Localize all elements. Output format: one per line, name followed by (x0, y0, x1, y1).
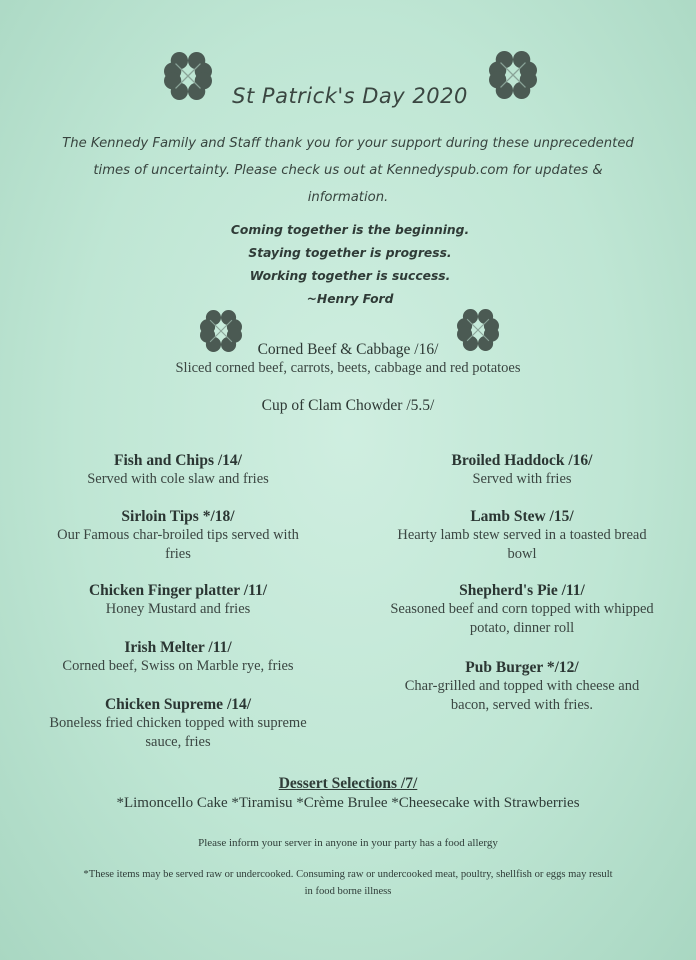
item-name: Shepherd's Pie /11/ (459, 582, 585, 599)
item-description: Corned beef, Swiss on Marble rye, fries (62, 658, 294, 674)
item-description: fries (165, 546, 191, 562)
featured-item (100, 340, 596, 378)
item-name: Corned Beef & Cabbage /16/ (257, 341, 439, 358)
item-description: Our Famous char-broiled tips served with (57, 527, 299, 543)
item-name: Chicken Finger platter /11/ (88, 582, 268, 599)
item-description: Served with cole slaw and fries (87, 471, 269, 487)
item-name: Chicken Supreme /14/ (104, 696, 252, 713)
item-name: Broiled Haddock /16/ (451, 452, 593, 469)
intro-line: information. (307, 190, 389, 205)
intro-line: times of uncertainty. Please check us out at Kennedyspub.com for updates & (93, 163, 603, 178)
item-description: bacon, served with fries. (450, 697, 594, 713)
quote-line: Working together is success. (249, 269, 451, 283)
item-name: Sirloin Tips */18/ (121, 508, 235, 525)
menu-item (18, 507, 338, 564)
allergy-note: Please inform your server in anyone in your party has a food allergy (198, 837, 498, 849)
dessert-list: *Limoncello Cake *Tiramisu *Crème Brulee *Cheesecake with Strawberries (116, 795, 580, 811)
item-description: Char-grilled and topped with cheese and (404, 678, 640, 694)
menu-item (18, 451, 338, 489)
dessert-heading: Dessert Selections /7/ (278, 775, 418, 792)
quote-line: Staying together is progress. (248, 246, 452, 260)
notice-line: in food borne illness (304, 886, 392, 897)
menu-item (362, 658, 682, 715)
menu-item (362, 581, 682, 638)
item-description: Honey Mustard and fries (105, 601, 251, 617)
item-name: Fish and Chips /14/ (114, 452, 242, 469)
item-description: Served with fries (472, 471, 572, 487)
item-description: Sliced corned beef, carrots, beets, cabbage and red potatoes (175, 360, 521, 376)
intro-line: The Kennedy Family and Staff thank you for your support during these unprecedented (62, 136, 634, 151)
menu-item (362, 451, 682, 489)
shamrock-icon (164, 52, 212, 100)
quote-author: ~Henry Ford (306, 292, 394, 306)
item-description: potato, dinner roll (469, 620, 575, 636)
item-name: Irish Melter /11/ (124, 639, 232, 656)
notice-line: *These items may be served raw or undercooked. Consuming raw or undercooked meat, poultry, shellfish or eggs may result (83, 869, 613, 880)
item-description: Seasoned beef and corn topped with whipped (390, 601, 654, 617)
quote-line: Coming together is the beginning. (230, 223, 470, 237)
item-description: bowl (507, 546, 537, 562)
menu-item (362, 507, 682, 564)
item-name: Pub Burger */12/ (465, 659, 579, 676)
page-title: St Patrick's Day 2020 (232, 84, 468, 108)
raw-food-notice (6, 866, 690, 900)
shamrock-icon (489, 51, 537, 99)
menu-item (18, 638, 338, 676)
quote (190, 219, 510, 311)
menu-item (18, 695, 338, 752)
item-description: Hearty lamb stew served in a toasted bread (397, 527, 647, 543)
dessert-section (100, 775, 596, 793)
item-description: sauce, fries (145, 734, 211, 750)
item-name: Lamb Stew /15/ (470, 508, 574, 525)
item-description: Boneless fried chicken topped with supreme (49, 715, 307, 731)
soup-item: Cup of Clam Chowder /5.5/ (261, 397, 435, 414)
intro-text (20, 130, 676, 211)
menu-item (18, 581, 338, 619)
